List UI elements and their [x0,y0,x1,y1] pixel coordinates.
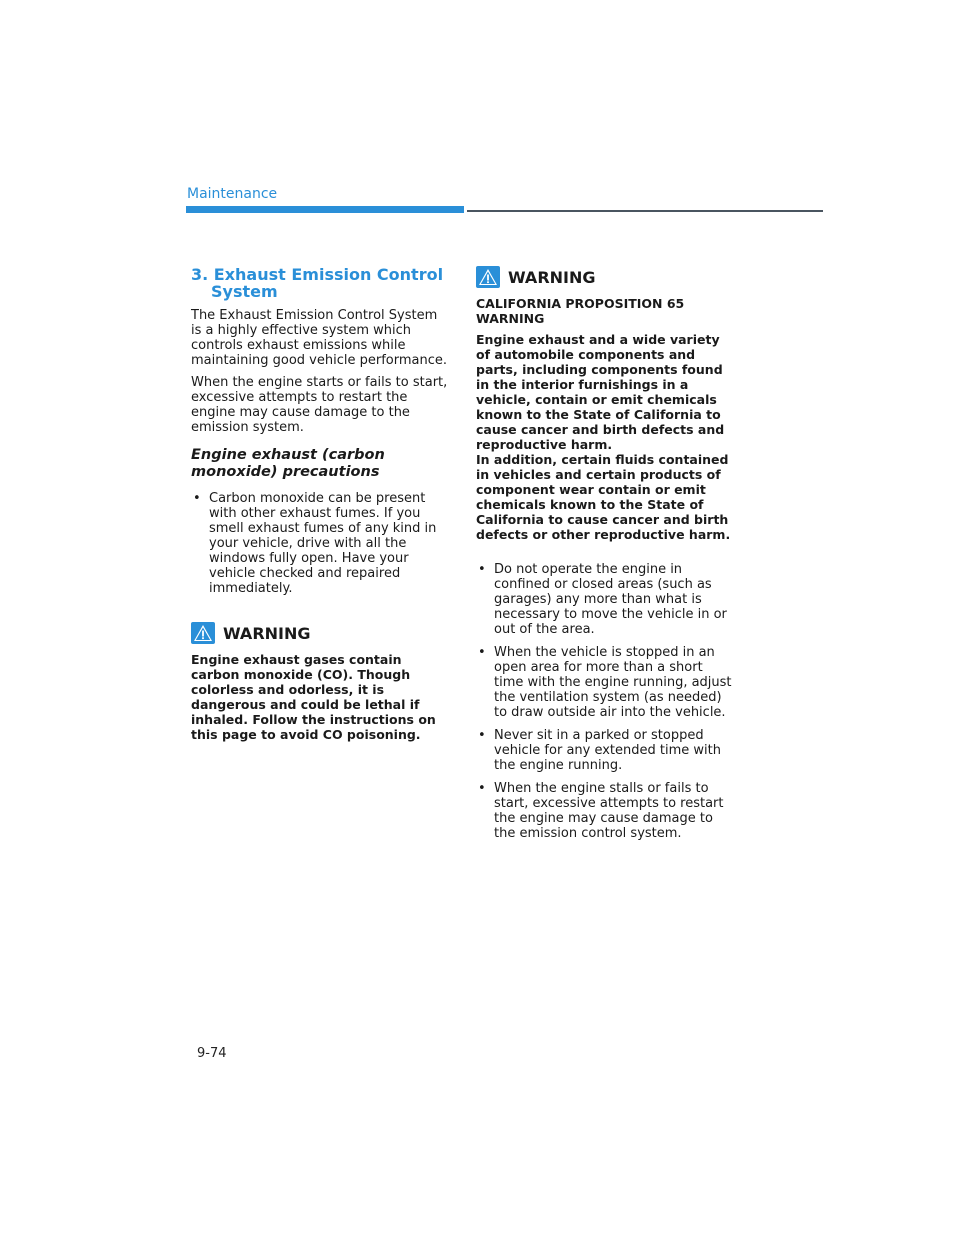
warning-header [191,622,451,644]
list-item: • Do not operate the engine in confined or closed areas (such as garages) any more than what is necessary to move the vehicle in or out of the area. [476,562,736,637]
prop65-heading: CALIFORNIA PROPOSITION 65 WARNING [476,296,685,326]
section-header: Maintenance [187,186,278,202]
header-rule-accent [186,206,464,213]
prop65-text-1: Engine exhaust and a wide variety of automobile components and parts, including components found in the interior furnishings in a vehicle, contain or emit chemicals known to the State of California to cause cancer and birth defects and reproductive harm. [476,332,725,452]
page-number: 9-74 [197,1046,227,1061]
list-item: • Never sit in a parked or stopped vehicle for any extended time with the engine running. [476,728,736,773]
list-item: • Carbon monoxide can be present with other exhaust fumes. If you smell exhaust fumes of any kind in your vehicle, drive with all the windows fully open. Have your vehicle checked and repaired immediately. [191,491,451,596]
subheading-co-precautions: Engine exhaust (carbon monoxide) precautions [191,447,385,480]
list-item: • When the engine stalls or fails to start, excessive attempts to restart the engine may cause damage to the emission control system. [476,781,736,841]
warning-label: WARNING [223,623,311,643]
warning-triangle-icon [476,266,500,288]
warning-header [476,266,736,288]
header-rule [467,210,823,212]
warning-triangle-icon [191,622,215,644]
prop65-text-2: In addition, certain fluids contained in vehicles and certain products of component wear contain or emit chemicals known to the State of California to cause cancer and birth defects or other reproductive harm. [476,452,731,542]
co-precautions-list [191,491,451,596]
co-warning-text: Engine exhaust gases contain carbon monoxide (CO). Though colorless and odorless, it is dangerous and could be lethal if inhaled. Follow the instructions on this page to avoid CO poisoning. [191,652,436,742]
intro-paragraph-1: The Exhaust Emission Control System is a highly effective system which controls exhaust emissions while maintaining good vehicle performance. [191,308,447,368]
warning-label: WARNING [508,267,596,287]
list-item: • When the vehicle is stopped in an open area for more than a short time with the engine running, adjust the ventilation system (as needed) to draw outside air into the vehicle. [476,645,736,720]
left-column [191,266,451,748]
exhaust-safety-list [476,562,736,841]
right-column [476,266,736,849]
section-title: 3. Exhaust Emission Control System [191,265,444,301]
intro-paragraph-2: When the engine starts or fails to start, excessive attempts to restart the engine may cause damage to the emission system. [191,375,448,435]
